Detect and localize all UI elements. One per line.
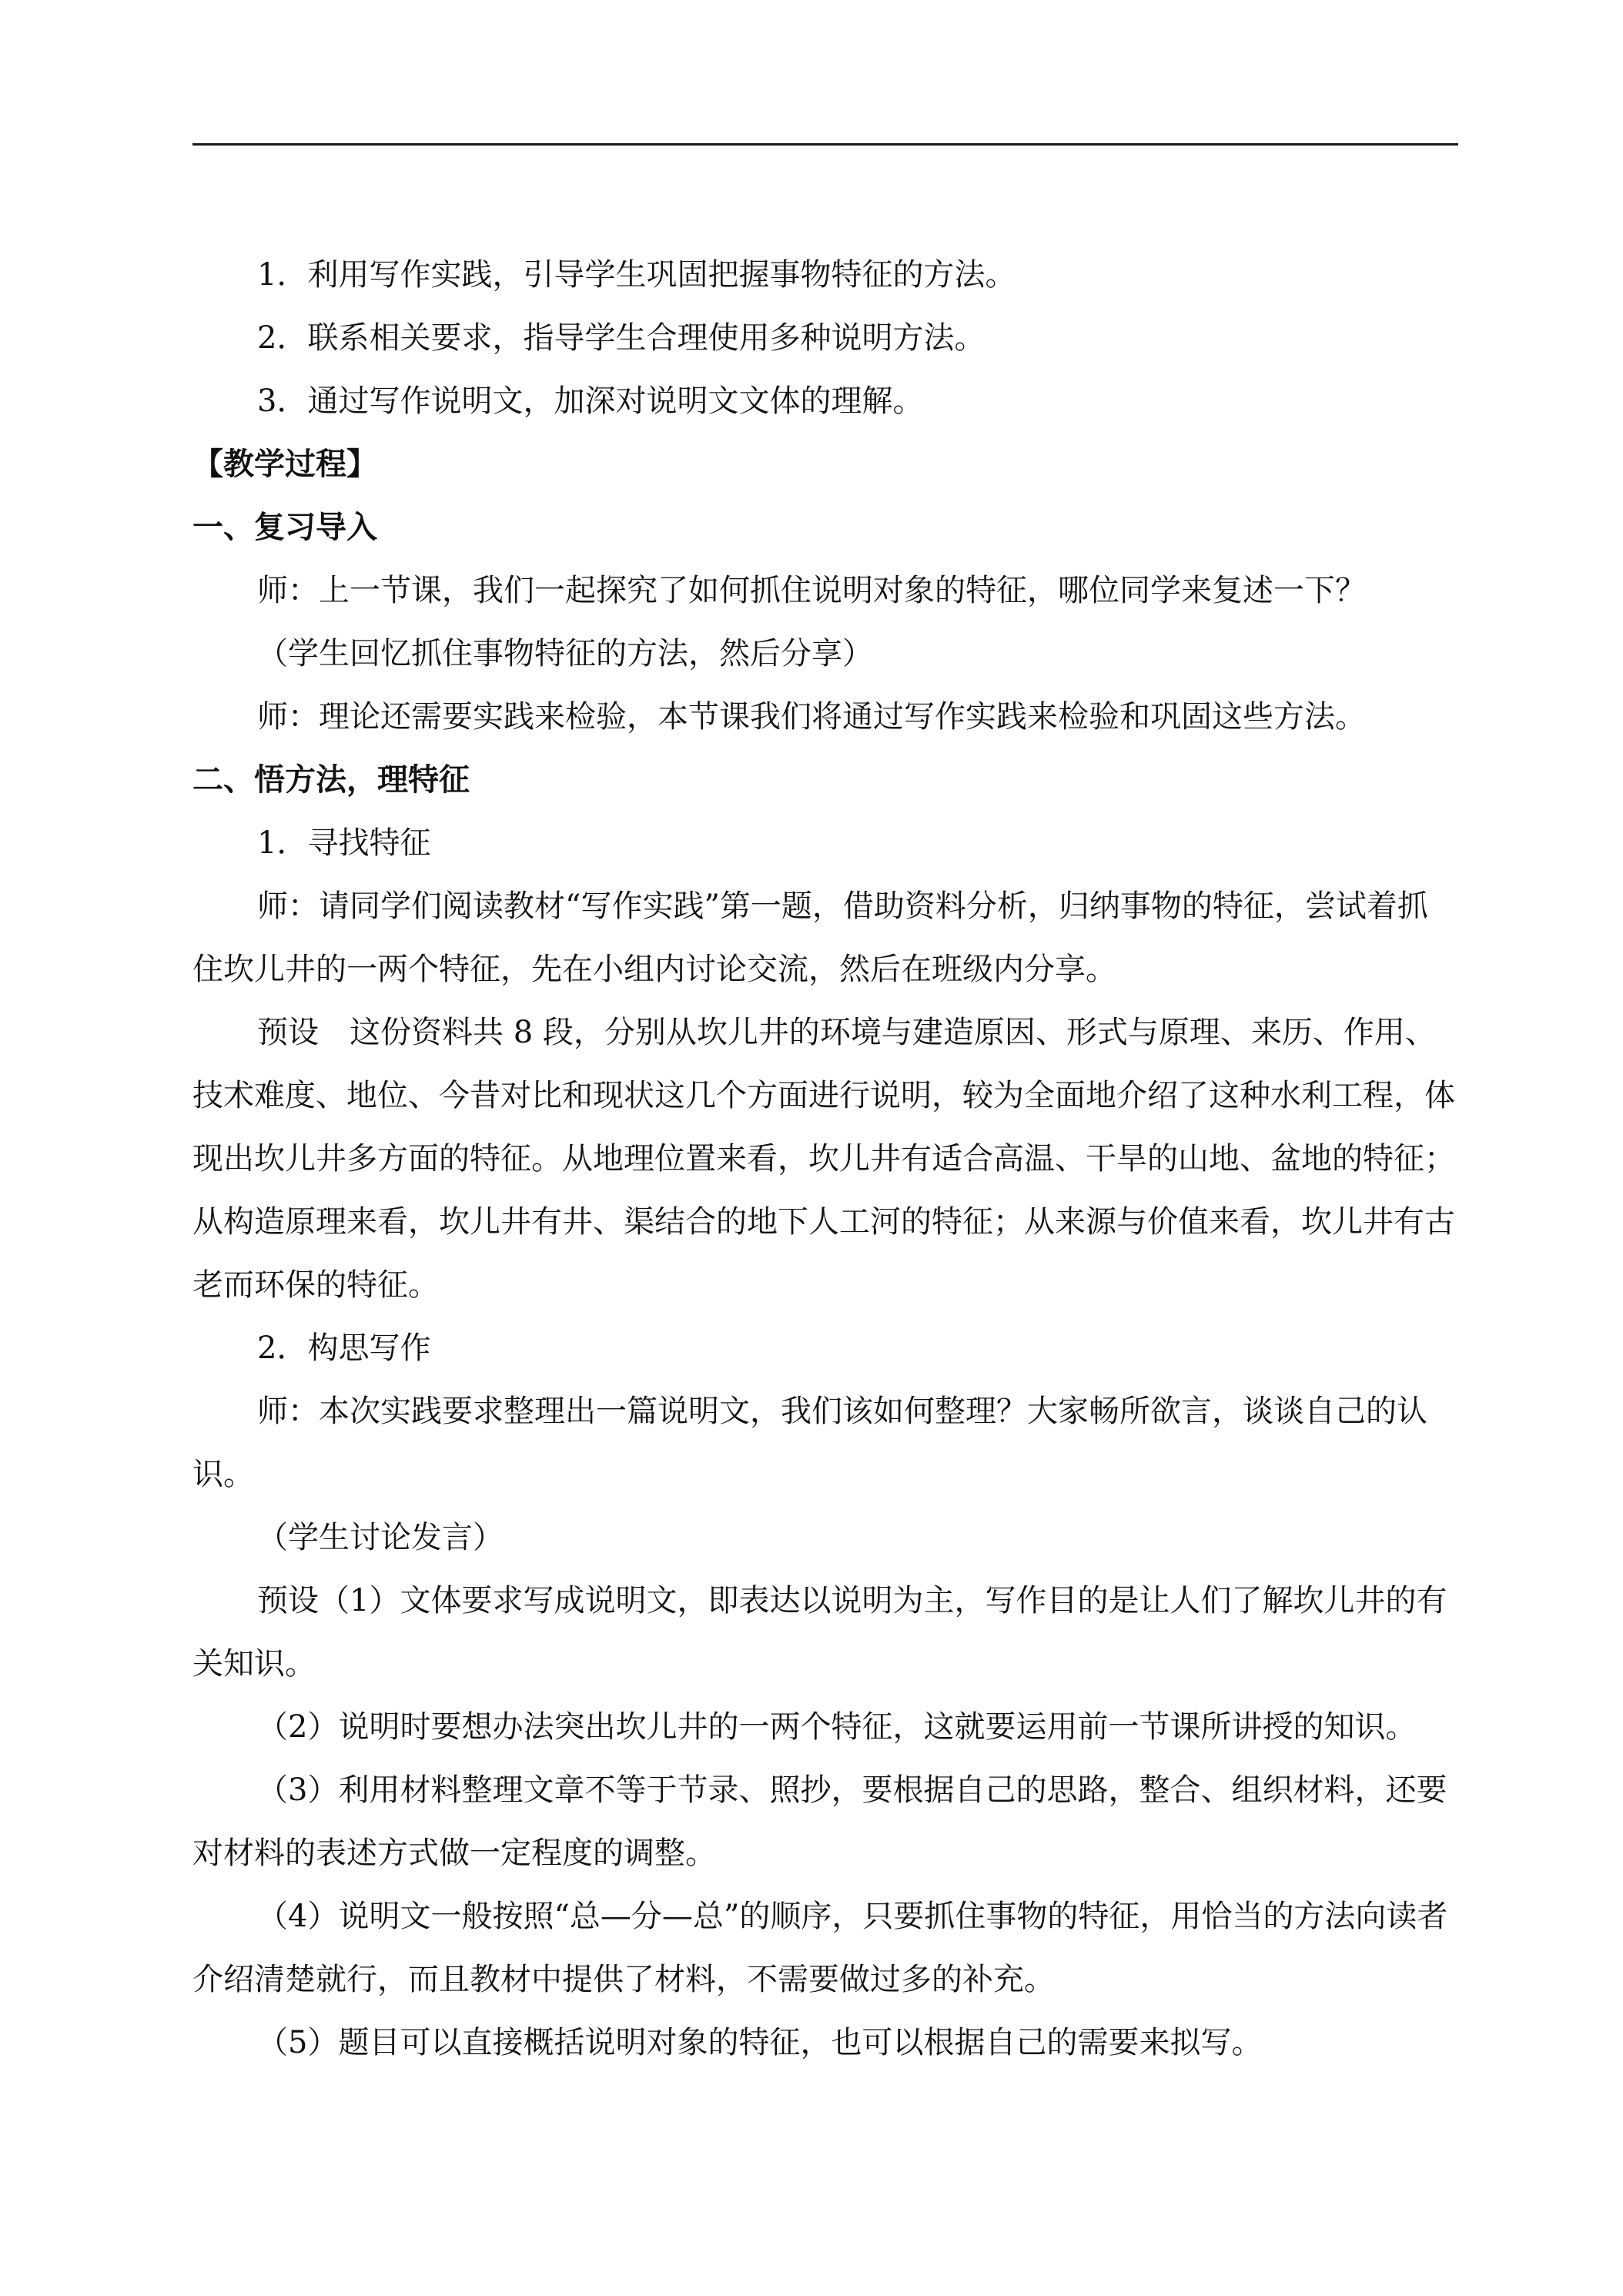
preset-item: （3）利用材料整理文章不等于节录、照抄，要根据自己的思路，整合、组织材料，还要对材料的表述方式做一定程度的调整。 [192,1772,1447,1871]
teacher-line: 师：本次实践要求整理出一篇说明文，我们该如何整理？大家畅所欲言，谈谈自己的认识。 [192,1394,1427,1492]
step-title: 1．寻找特征 [257,825,431,861]
objective-item: 2．联系相关要求，指导学生合理使用多种说明方法。 [257,320,986,356]
preset-item: （2）说明时要想办法突出坎儿井的一两个特征，这就要运用前一节课所讲授的知识。 [257,1709,1417,1745]
preset-item: （4）说明文一般按照“总—分—总”的顺序，只要抓住事物的特征，用恰当的方法向读者介绍清楚就行，而且教材中提供了材料，不需要做过多的补充。 [192,1899,1448,1997]
teacher-line: 师：上一节课，我们一起探究了如何抓住说明对象的特征，哪位同学来复述一下？ [257,573,1366,608]
student-activity: （学生讨论发言） [257,1520,504,1555]
teacher-line: 师：请同学们阅读教材“写作实践”第一题，借助资料分析，归纳事物的特征，尝试着抓住坎儿井的一两个特征，先在小组内讨论交流，然后在班级内分享。 [192,889,1428,987]
section-heading-review: 一、复习导入 [192,509,377,545]
preset-paragraph: 预设 这份资料共 8 段，分别从坎儿井的环境与建造原因、形式与原理、来历、作用、技术难度、地位、今昔对比和现状这几个方面进行说明，较为全面地介绍了这种水利工程，体现出坎儿井多方面的特征。从地理位置来看，坎儿井有适合高温、干旱的山地、盆地的特征；从构造原理来看，坎儿井有井、渠结合的地下人工河的特征；从来源与价值来看，坎儿井有古老而环保的特征。 [192,1015,1455,1303]
preset-item: （5）题目可以直接概括说明对象的特征，也可以根据自己的需要来拟写。 [257,2025,1263,2060]
process-heading: 【教学过程】 [192,446,377,482]
step-title: 2．构思写作 [257,1330,431,1366]
objective-item: 1．利用写作实践，引导学生巩固把握事物特征的方法。 [257,257,1016,293]
teacher-line: 师：理论还需要实践来检验，本节课我们将通过写作实践来检验和巩固这些方法。 [257,699,1366,735]
section-heading-method: 二、悟方法，理特征 [192,761,470,798]
student-activity: （学生回忆抓住事物特征的方法，然后分享） [257,636,873,671]
preset-item: 预设（1）文体要求写成说明文，即表达以说明为主，写作目的是让人们了解坎儿井的有关知识。 [192,1583,1447,1682]
lesson-plan-body [192,243,1458,2074]
objective-item: 3．通过写作说明文，加深对说明文文体的理解。 [257,383,924,419]
header-rule [192,143,1458,146]
